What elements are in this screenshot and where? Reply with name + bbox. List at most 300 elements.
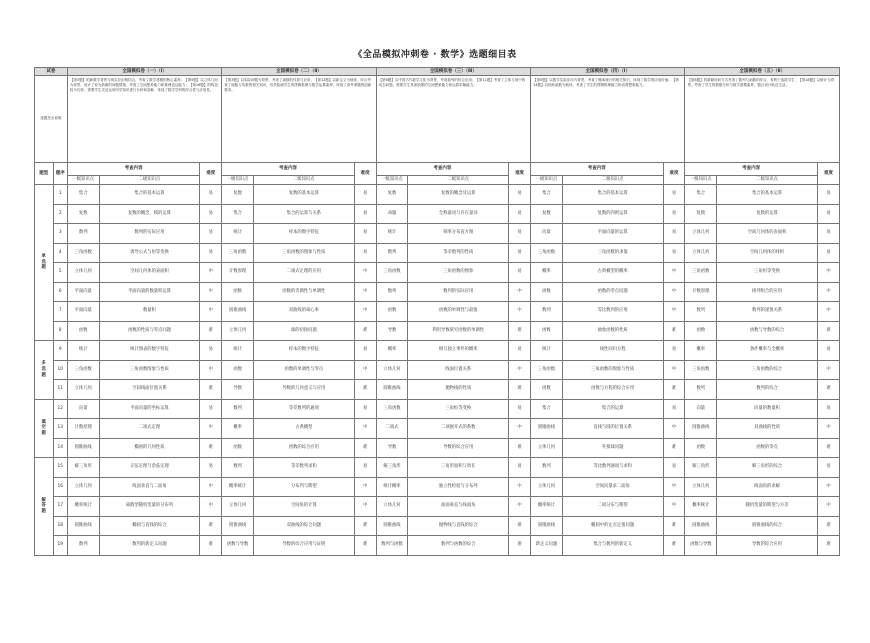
question-number: 9 — [53, 341, 67, 361]
question-row — [35, 185, 840, 205]
knowledge-level2: 相互独立事件的概率 — [408, 341, 509, 361]
difficulty: 中 — [509, 302, 531, 322]
paper-name: 全国模拟卷（一）（Ⅰ） — [67, 68, 221, 76]
question-row — [35, 477, 840, 497]
paper-name: 全国模拟卷（二）（Ⅱ） — [222, 68, 376, 76]
question-number: 10 — [53, 360, 67, 380]
question-number: 18 — [53, 516, 67, 536]
difficulty: 中 — [509, 497, 531, 517]
knowledge-level1: 立体几何 — [222, 497, 254, 517]
difficulty: 难 — [509, 516, 531, 536]
highlight-text: 【第3题】以实际问题为背景，考查了函数的性质与应用；【第12题】以新定义为载体，综合考查了函数与导数的相关知识，有效检测学生的逻辑推理与数学运算素养，体现了高考命题的创新要求。 — [222, 76, 376, 163]
knowledge-level2: 椭圆中的定点定值问题 — [562, 516, 663, 536]
knowledge-level2: 函数的零点 — [717, 438, 818, 458]
knowledge-level2: 等比数列通项与求和 — [562, 458, 663, 478]
difficulty: 易 — [200, 243, 222, 263]
knowledge-level2: 平面向量的运算 — [562, 224, 663, 244]
difficulty: 中 — [200, 497, 222, 517]
knowledge-level2: 集合的基本运算 — [717, 185, 818, 205]
difficulty: 中 — [200, 477, 222, 497]
knowledge-level1: 圆锥曲线 — [222, 302, 254, 322]
difficulty: 易 — [663, 243, 685, 263]
question-row — [35, 302, 840, 322]
knowledge-level1: 数列 — [685, 302, 717, 322]
knowledge-level2: 全称量词与存在量词 — [408, 204, 509, 224]
difficulty: 难 — [509, 321, 531, 341]
knowledge-level2: 排列组合的应用 — [717, 282, 818, 302]
knowledge-level2: 函数的综合应用 — [254, 438, 355, 458]
difficulty: 易 — [509, 224, 531, 244]
knowledge-level2: 线面角的求解 — [717, 477, 818, 497]
knowledge-level1: 数列 — [376, 282, 408, 302]
question-type-cell: 多 选 题 — [35, 341, 54, 400]
question-number: 3 — [53, 224, 67, 244]
question-row — [35, 380, 840, 400]
question-row — [35, 497, 840, 517]
difficulty: 中 — [663, 360, 685, 380]
knowledge-level2: 数列的新定义问题 — [99, 536, 200, 556]
question-number: 14 — [53, 438, 67, 458]
question-row — [35, 438, 840, 458]
difficulty: 易 — [200, 341, 222, 361]
knowledge-level1: 三角函数 — [67, 243, 99, 263]
question-number: 2 — [53, 204, 67, 224]
difficulty: 易 — [354, 458, 376, 478]
knowledge-level1: 命题 — [376, 204, 408, 224]
knowledge-level2: 解三角形的综合 — [717, 458, 818, 478]
knowledge-level1: 三角函数 — [685, 263, 717, 283]
question-type-cell: 解 答 题 — [35, 458, 54, 556]
highlight-text: 【第6题】以中国古代数学文化为背景，考查数列的综合应用；【第11题】考查了立体几何中的动态问题，需要学生具备较强的空间想象能力和运算求解能力。 — [376, 76, 530, 163]
difficulty: 难 — [663, 321, 685, 341]
knowledge-level2: 三角函数的图象 — [408, 263, 509, 283]
knowledge-level1: 三角函数 — [376, 399, 408, 419]
knowledge-level1: 圆锥曲线 — [685, 516, 717, 536]
question-row — [35, 360, 840, 380]
knowledge-level1: 数列 — [222, 399, 254, 419]
knowledge-level2: 函数的奇偶性与单调性 — [254, 282, 355, 302]
question-rows — [35, 185, 840, 556]
difficulty: 中 — [354, 419, 376, 439]
knowledge-level1: 函数 — [531, 321, 563, 341]
difficulty: 难 — [354, 380, 376, 400]
content-header: 考查内容 — [685, 163, 817, 176]
knowledge-level2: 数列与函数的综合 — [408, 536, 509, 556]
knowledge-level2: 正弦定理与余弦定理 — [99, 458, 200, 478]
question-row — [35, 321, 840, 341]
page-title: 《全品模拟冲刺卷 · 数学》选题细目表 — [353, 50, 517, 60]
knowledge-level2: 三角函数的图象与性质 — [254, 243, 355, 263]
knowledge-level1: 向量 — [531, 224, 563, 244]
difficulty: 难 — [200, 516, 222, 536]
knowledge-level1: 立体几何 — [685, 477, 717, 497]
difficulty: 难 — [509, 380, 531, 400]
question-number: 6 — [53, 282, 67, 302]
knowledge-level1: 圆锥曲线 — [685, 419, 717, 439]
question-row — [35, 516, 840, 536]
knowledge-level1: 概率统计 — [222, 477, 254, 497]
knowledge-level2: 函数与方程的综合应用 — [562, 380, 663, 400]
question-row — [35, 458, 840, 478]
difficulty: 易 — [817, 399, 839, 419]
knowledge-level2: 利用导数研究函数的单调性 — [408, 321, 509, 341]
knowledge-level2: 集合的基本运算 — [99, 185, 200, 205]
knowledge-level1: 导数 — [376, 438, 408, 458]
difficulty: 中 — [200, 282, 222, 302]
question-number: 12 — [53, 399, 67, 419]
difficulty: 中 — [354, 263, 376, 283]
question-number: 16 — [53, 477, 67, 497]
knowledge-level1: 统计 — [531, 341, 563, 361]
knowledge-level2: 数量积 — [99, 302, 200, 322]
knowledge-level1: 数列 — [222, 458, 254, 478]
difficulty: 易 — [817, 243, 839, 263]
difficulty: 中 — [200, 263, 222, 283]
knowledge-level2: 统计图表的数字特征 — [99, 341, 200, 361]
knowledge-level1: 计数原理 — [685, 282, 717, 302]
knowledge-level2: 集合的运算与关系 — [254, 204, 355, 224]
question-row — [35, 536, 840, 556]
knowledge-level1: 三角函数 — [531, 360, 563, 380]
knowledge-level1: 数列 — [685, 380, 717, 400]
knowledge-level2: 外接球问题 — [562, 438, 663, 458]
knowledge-level2: 二项式定理的应用 — [254, 263, 355, 283]
knowledge-level1: 函数 — [222, 282, 254, 302]
knowledge-level2: 空间线面位置关系 — [99, 380, 200, 400]
question-row — [35, 399, 840, 419]
difficulty: 中 — [200, 302, 222, 322]
question-number: 19 — [53, 536, 67, 556]
knowledge-level1: 概率统计 — [67, 497, 99, 517]
knowledge-level1: 集合 — [531, 185, 563, 205]
knowledge-level1: 函数 — [531, 380, 563, 400]
knowledge-level1: 立体几何 — [67, 380, 99, 400]
difficulty: 易 — [200, 399, 222, 419]
knowledge-level2: 球的切接问题 — [254, 321, 355, 341]
knowledge-level1: 向量 — [67, 399, 99, 419]
difficulty-header: 难度 — [509, 163, 531, 185]
num-header: 题序 — [53, 163, 67, 185]
paper-header-row — [35, 68, 840, 76]
knowledge-level1: 数列与函数 — [376, 536, 408, 556]
knowledge-level2: 复数的概念、模的运算 — [99, 204, 200, 224]
knowledge-level1: 概率 — [531, 263, 563, 283]
knowledge-level2: 古典概型的概率 — [562, 263, 663, 283]
difficulty: 易 — [354, 399, 376, 419]
knowledge-level1: 新定义问题 — [531, 536, 563, 556]
difficulty-header: 难度 — [200, 163, 222, 185]
knowledge-level2: 等差数列求和 — [254, 458, 355, 478]
difficulty: 难 — [200, 380, 222, 400]
difficulty: 中 — [354, 360, 376, 380]
knowledge-level2: 条件概率与全概率 — [717, 341, 818, 361]
difficulty: 易 — [663, 224, 685, 244]
difficulty: 中 — [509, 282, 531, 302]
knowledge-level1: 函数 — [685, 438, 717, 458]
knowledge-level1: 复数 — [222, 185, 254, 205]
knowledge-level2: 三角恒等变换 — [408, 399, 509, 419]
difficulty: 中 — [663, 497, 685, 517]
knowledge-level1: 复数 — [376, 185, 408, 205]
knowledge-level2: 向量的数量积 — [717, 399, 818, 419]
knowledge-level1: 立体几何 — [531, 477, 563, 497]
knowledge-level2: 独立性检验与分布列 — [408, 477, 509, 497]
knowledge-level1: 数列 — [531, 458, 563, 478]
knowledge-level2: 椭圆与直线的综合 — [99, 516, 200, 536]
difficulty: 易 — [200, 185, 222, 205]
knowledge-level1: 三角函数 — [685, 360, 717, 380]
difficulty: 难 — [817, 438, 839, 458]
difficulty: 中 — [354, 302, 376, 322]
difficulty: 中 — [663, 282, 685, 302]
knowledge-level2: 频率分布直方图 — [408, 224, 509, 244]
question-number: 7 — [53, 302, 67, 322]
knowledge-level2: 样本的数字特征 — [254, 224, 355, 244]
content-header: 考查内容 — [222, 163, 354, 176]
knowledge-level1: 三角函数 — [222, 243, 254, 263]
difficulty: 易 — [509, 341, 531, 361]
knowledge-level2: 线性回归方程 — [562, 341, 663, 361]
difficulty: 难 — [354, 438, 376, 458]
knowledge-level1: 函数 — [222, 438, 254, 458]
knowledge-level2: 线面位置关系 — [408, 360, 509, 380]
level2-header: 二级知识点 — [408, 176, 509, 185]
knowledge-level2: 双曲线的综合问题 — [254, 516, 355, 536]
difficulty: 易 — [817, 224, 839, 244]
highlight-row — [35, 76, 840, 163]
difficulty: 难 — [200, 321, 222, 341]
difficulty: 易 — [354, 224, 376, 244]
difficulty: 中 — [663, 263, 685, 283]
knowledge-level2: 平面向量的数量积运算 — [99, 282, 200, 302]
knowledge-level1: 复数 — [685, 204, 717, 224]
question-number: 17 — [53, 497, 67, 517]
knowledge-level2: 复数的基本运算 — [254, 185, 355, 205]
level2-header: 二级知识点 — [717, 176, 818, 185]
knowledge-level1: 计数原理 — [222, 263, 254, 283]
selection-table — [34, 67, 840, 556]
knowledge-level1: 解三角形 — [685, 458, 717, 478]
knowledge-level2: 等差数列的通项 — [254, 399, 355, 419]
difficulty: 易 — [509, 204, 531, 224]
knowledge-level2: 分布列与期望 — [254, 477, 355, 497]
question-row — [35, 419, 840, 439]
level1-header: 一级知识点 — [376, 176, 408, 185]
content-header: 考查内容 — [67, 163, 199, 176]
knowledge-level1: 复数 — [67, 204, 99, 224]
difficulty: 中 — [354, 282, 376, 302]
knowledge-level1: 数列 — [67, 224, 99, 244]
knowledge-level2: 三角函数的求值 — [562, 243, 663, 263]
knowledge-level2: 抛物线与直线的综合 — [408, 516, 509, 536]
difficulty: 易 — [509, 399, 531, 419]
knowledge-level2: 诱导公式与恒等变换 — [99, 243, 200, 263]
difficulty: 中 — [509, 477, 531, 497]
knowledge-level1: 函数 — [222, 360, 254, 380]
level-header-row — [35, 176, 840, 185]
knowledge-level1: 集合 — [222, 204, 254, 224]
knowledge-level1: 统计 — [376, 224, 408, 244]
knowledge-level1: 平面向量 — [67, 302, 99, 322]
knowledge-level1: 平面向量 — [67, 282, 99, 302]
knowledge-level2: 导数的综合应用与证明 — [254, 536, 355, 556]
question-type-cell: 单 选 题 — [35, 185, 54, 341]
question-number: 11 — [53, 380, 67, 400]
knowledge-level1: 函数与导数 — [685, 536, 717, 556]
difficulty: 易 — [817, 204, 839, 224]
knowledge-level2: 面面垂直与线面角 — [408, 497, 509, 517]
level2-header: 二级知识点 — [99, 176, 200, 185]
knowledge-level2: 函数的零点问题 — [562, 282, 663, 302]
difficulty: 中 — [663, 419, 685, 439]
knowledge-level1: 二项式 — [376, 419, 408, 439]
difficulty: 中 — [200, 360, 222, 380]
knowledge-level1: 复数 — [531, 204, 563, 224]
knowledge-level1: 立体几何 — [376, 360, 408, 380]
difficulty: 易 — [354, 185, 376, 205]
difficulty: 易 — [509, 458, 531, 478]
knowledge-level2: 抽象函数的性质 — [562, 321, 663, 341]
knowledge-level1: 圆锥曲线 — [376, 380, 408, 400]
knowledge-level2: 三角形面积与周长 — [408, 458, 509, 478]
knowledge-level2: 平面向量的坐标运算 — [99, 399, 200, 419]
knowledge-level1: 统计 — [222, 341, 254, 361]
knowledge-level2: 样本的数字特征 — [254, 341, 355, 361]
question-number: 1 — [53, 185, 67, 205]
knowledge-level2: 数列的综合 — [717, 380, 818, 400]
difficulty: 中 — [817, 477, 839, 497]
level2-header: 二级知识点 — [254, 176, 355, 185]
knowledge-level2: 函数的单调性与零点 — [254, 360, 355, 380]
knowledge-level1: 函数与导数 — [222, 536, 254, 556]
difficulty: 难 — [663, 536, 685, 556]
knowledge-level2: 函数的性质与零点问题 — [99, 321, 200, 341]
difficulty: 中 — [817, 263, 839, 283]
knowledge-level2: 二项分布与期望 — [562, 497, 663, 517]
knowledge-level2: 空间角的计算 — [254, 497, 355, 517]
knowledge-level1: 概率 — [376, 341, 408, 361]
highlight-text: 【第8题】的新颖设问方式考查了数列与函数的综合，有利于选拔学生；【第18题】以统计为背景，考查了学生的数据分析与数学建模素养，题目设计贴近生活。 — [685, 76, 840, 163]
knowledge-level2: 空间几何体的表面积 — [99, 263, 200, 283]
knowledge-level1: 立体几何 — [376, 497, 408, 517]
question-number: 5 — [53, 263, 67, 283]
difficulty: 易 — [817, 458, 839, 478]
difficulty: 易 — [354, 204, 376, 224]
difficulty: 易 — [509, 243, 531, 263]
difficulty: 难 — [663, 516, 685, 536]
knowledge-level1: 解三角形 — [376, 458, 408, 478]
knowledge-level2: 数列的递推关系 — [717, 302, 818, 322]
knowledge-level1: 三角函数 — [531, 243, 563, 263]
question-row — [35, 282, 840, 302]
difficulty: 难 — [354, 516, 376, 536]
knowledge-level2: 古典概型 — [254, 419, 355, 439]
type-header: 题型 — [35, 163, 54, 185]
knowledge-level1: 三角函数 — [376, 263, 408, 283]
knowledge-level2: 椭圆的几何性质 — [99, 438, 200, 458]
knowledge-level2: 随机变量的期望与方差 — [717, 497, 818, 517]
knowledge-level1: 导数 — [222, 380, 254, 400]
knowledge-level1: 向量 — [685, 399, 717, 419]
question-row — [35, 204, 840, 224]
difficulty-header: 难度 — [354, 163, 376, 185]
knowledge-level2: 抛物线的性质 — [408, 380, 509, 400]
knowledge-level2: 空间向量求二面角 — [562, 477, 663, 497]
knowledge-level1: 立体几何 — [685, 243, 717, 263]
level1-header: 一级知识点 — [222, 176, 254, 185]
difficulty: 易 — [200, 204, 222, 224]
knowledge-level1: 圆锥曲线 — [531, 516, 563, 536]
level1-header: 一级知识点 — [685, 176, 717, 185]
difficulty: 中 — [663, 302, 685, 322]
knowledge-level1: 集合 — [67, 185, 99, 205]
knowledge-level1: 立体几何 — [685, 224, 717, 244]
difficulty: 中 — [817, 302, 839, 322]
difficulty: 易 — [354, 243, 376, 263]
difficulty: 中 — [354, 477, 376, 497]
difficulty: 易 — [663, 185, 685, 205]
knowledge-level1: 解三角形 — [67, 458, 99, 478]
difficulty: 易 — [817, 185, 839, 205]
difficulty: 难 — [354, 536, 376, 556]
knowledge-level2: 圆锥曲线的综合 — [717, 516, 818, 536]
level1-header: 一级知识点 — [531, 176, 563, 185]
difficulty: 易 — [817, 341, 839, 361]
question-number: 8 — [53, 321, 67, 341]
knowledge-level2: 离散型随机变量的分布列 — [99, 497, 200, 517]
knowledge-level1: 立体几何 — [531, 438, 563, 458]
knowledge-level2: 导数的综合应用 — [408, 438, 509, 458]
knowledge-level2: 集合与数列的新定义 — [562, 536, 663, 556]
question-number: 15 — [53, 458, 67, 478]
difficulty: 易 — [663, 458, 685, 478]
paper-name: 全国模拟卷（五）（Ⅱ） — [685, 68, 840, 76]
difficulty: 难 — [817, 321, 839, 341]
knowledge-level1: 数列 — [67, 536, 99, 556]
paper-name: 全国模拟卷（四）（Ⅰ） — [531, 68, 685, 76]
difficulty: 难 — [509, 438, 531, 458]
knowledge-level1: 立体几何 — [67, 263, 99, 283]
knowledge-level2: 导数的几何意义与应用 — [254, 380, 355, 400]
knowledge-level2: 函数的单调性与最值 — [408, 302, 509, 322]
difficulty: 中 — [509, 360, 531, 380]
knowledge-level2: 双曲线的性质 — [717, 419, 818, 439]
level1-header: 一级知识点 — [67, 176, 99, 185]
knowledge-level2: 三角函数的综合 — [717, 360, 818, 380]
knowledge-level2: 数列的实际应用 — [408, 282, 509, 302]
knowledge-level1: 圆锥曲线 — [67, 438, 99, 458]
difficulty: 中 — [817, 282, 839, 302]
difficulty: 难 — [663, 380, 685, 400]
difficulty: 中 — [200, 419, 222, 439]
question-row — [35, 243, 840, 263]
knowledge-level1: 导数 — [376, 321, 408, 341]
knowledge-level1: 集合 — [685, 185, 717, 205]
knowledge-level1: 函数 — [67, 321, 99, 341]
difficulty-header: 难度 — [663, 163, 685, 185]
knowledge-level1: 圆锥曲线 — [222, 516, 254, 536]
knowledge-level1: 圆锥曲线 — [67, 516, 99, 536]
knowledge-level1: 统计 — [67, 341, 99, 361]
knowledge-level1: 概率统计 — [531, 497, 563, 517]
difficulty: 难 — [200, 536, 222, 556]
knowledge-level1: 数列 — [376, 243, 408, 263]
highlight-text: 【第5题】以数学实际应用为背景，考查了概率统计的相关知识，体现了数学的应用价值；【第14题】以抽象函数为载体，考查了学生的逻辑推理能力和直观想象能力。 — [531, 76, 685, 163]
knowledge-level1: 统计概率 — [376, 477, 408, 497]
difficulty: 易 — [509, 263, 531, 283]
knowledge-level2: 直线与圆的位置关系 — [562, 419, 663, 439]
corner-cell: 试卷 — [35, 68, 68, 76]
